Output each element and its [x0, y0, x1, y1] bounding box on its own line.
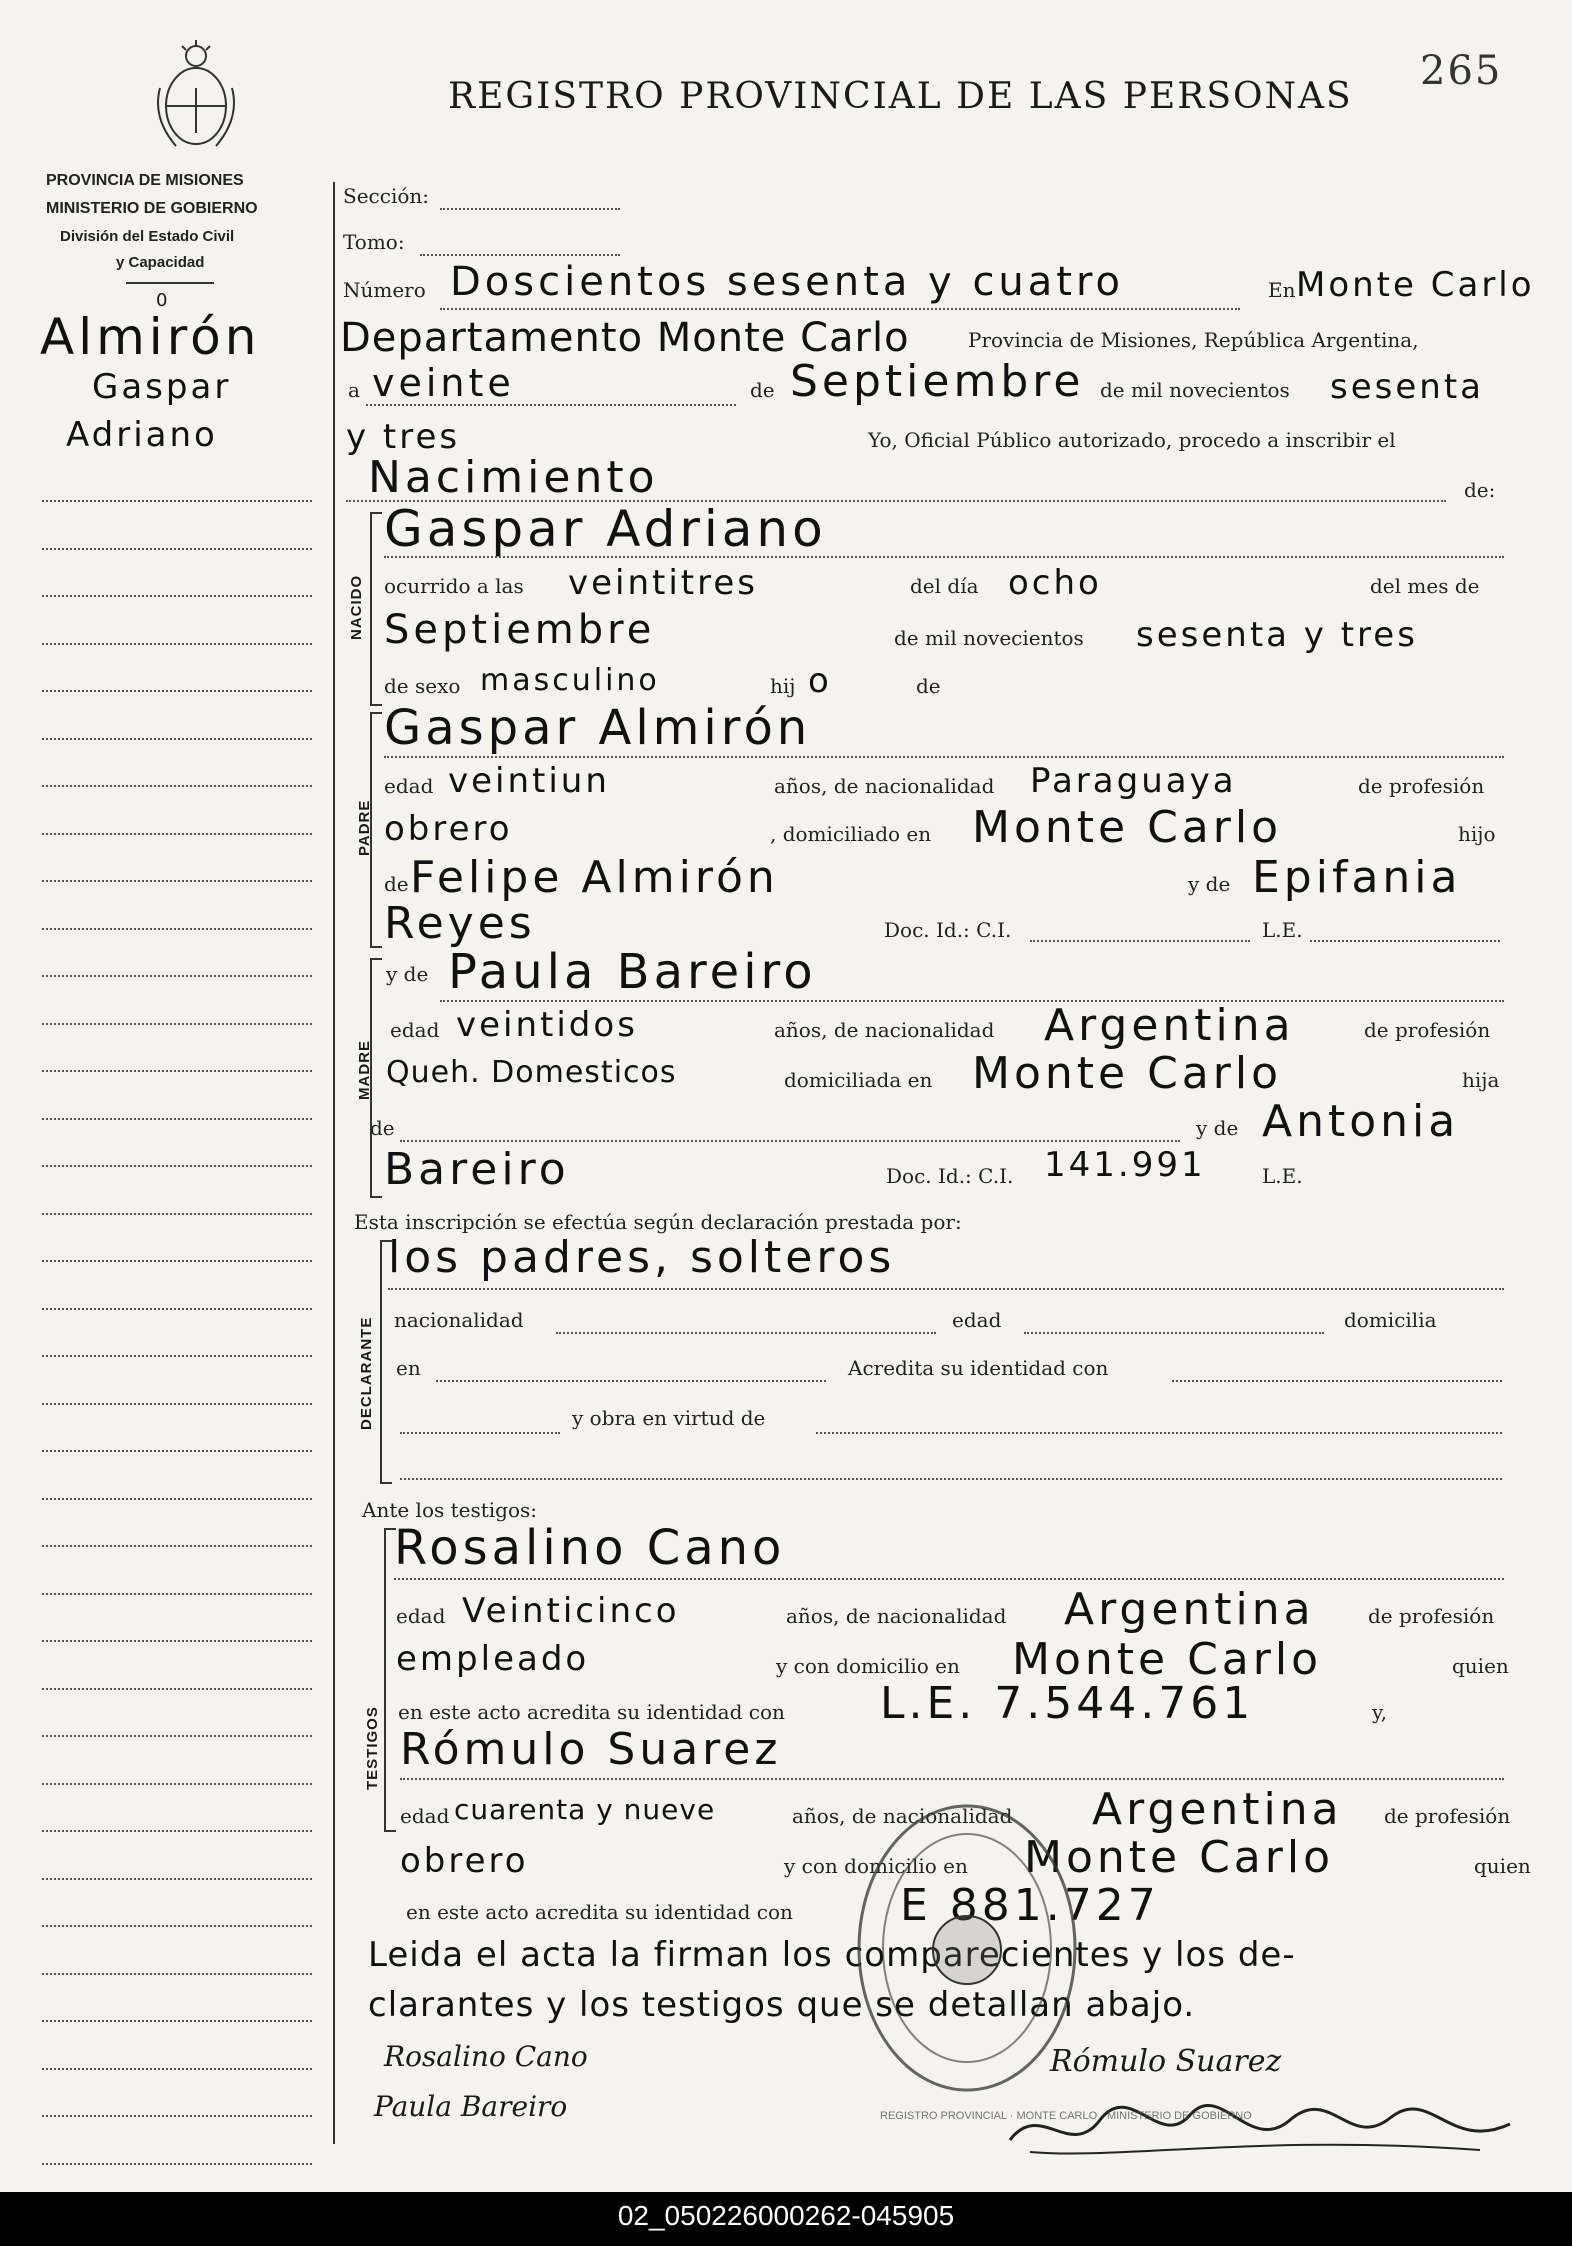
left-ruled-line [42, 1735, 312, 1737]
decl-dom-label: domicilia [1344, 1308, 1437, 1332]
official-signature [1000, 2090, 1520, 2170]
de-colon-label: de: [1464, 478, 1496, 502]
padre-nombre[interactable]: Gaspar Almirón [384, 700, 812, 756]
nacido-section-label: NACIDO [348, 574, 365, 640]
t1-dom-label: y con domicilio en [776, 1654, 960, 1678]
nacido-nombre[interactable]: Gaspar Adriano [384, 500, 827, 558]
madre-de-field[interactable] [400, 1140, 1180, 1142]
numero-field [440, 308, 1240, 310]
decl-virtud-label: y obra en virtud de [572, 1406, 766, 1430]
left-ruled-line [42, 2115, 312, 2117]
mes-nac-value[interactable]: Septiembre [384, 607, 656, 653]
decl-edad-label: edad [952, 1308, 1002, 1332]
en-label: En [1268, 278, 1296, 302]
hijo-value[interactable]: o [808, 661, 832, 701]
abuela-paterna-2[interactable]: Reyes [384, 898, 536, 949]
margin-number: 0 [156, 290, 168, 311]
seccion-label: Sección: [343, 184, 429, 208]
padre-le-field[interactable] [1310, 940, 1500, 942]
madre-edad-value[interactable]: veintidos [456, 1005, 638, 1045]
padre-prof-value[interactable]: obrero [384, 809, 513, 849]
abuela-paterna-1[interactable]: Epifania [1252, 852, 1462, 903]
t1-prof-label: de profesión [1368, 1604, 1495, 1628]
left-ruled-line [42, 2163, 312, 2165]
mes-value[interactable]: Septiembre [790, 356, 1085, 407]
left-ruled-line [42, 2068, 312, 2070]
padre-prof-label: de profesión [1358, 774, 1485, 798]
margin-name-surname: Almirón [40, 308, 261, 366]
padre-hijo-label: hijo [1458, 822, 1496, 846]
padre-dom-value[interactable]: Monte Carlo [972, 802, 1282, 853]
t2-nac-value[interactable]: Argentina [1092, 1784, 1343, 1835]
madre-yde-label: y de [386, 962, 429, 986]
madre-yde2-label: y de [1196, 1116, 1239, 1140]
signature-paula: Paula Bareiro [374, 2090, 568, 2123]
division-label: División del Estado Civil [60, 228, 235, 245]
padre-nac-value[interactable]: Paraguaya [1030, 761, 1237, 801]
hora-value[interactable]: veintitres [568, 563, 759, 603]
closing-line-2: clarantes y los testigos que se detallan abajo. [368, 1985, 1196, 2025]
abuelo-paterno[interactable]: Felipe Almirón [410, 852, 779, 903]
dia-field [366, 404, 736, 406]
left-ruled-line [42, 690, 312, 692]
signature-romulo: Rómulo Suarez [1050, 2044, 1282, 2079]
page-number: 265 [1420, 48, 1503, 94]
declarante-value-field [388, 1288, 1504, 1290]
madre-doc-value[interactable]: 141.991 [1044, 1145, 1206, 1185]
de-nac-label: de [916, 674, 941, 698]
padre-doc-field[interactable] [1030, 940, 1250, 942]
oficial-text: Yo, Oficial Público autorizado, procedo a inscribir el [868, 428, 1396, 452]
ocurrido-label: ocurrido a las [384, 574, 524, 598]
decl-virtud-field[interactable] [816, 1432, 1502, 1434]
document-id: 02_050226000262-045905 [617, 2200, 955, 2231]
ministry-label: MINISTERIO DE GOBIERNO [46, 200, 258, 217]
declarante-intro: Esta inscripción se efectúa según declaración prestada por: [354, 1210, 962, 1234]
margin-name-first: Gaspar [92, 367, 232, 407]
declarante-section-label: DECLARANTE [358, 1316, 375, 1430]
t2-prof-label: de profesión [1384, 1804, 1511, 1828]
left-ruled-line [42, 1070, 312, 1072]
lugar-value[interactable]: Monte Carlo [1296, 265, 1535, 305]
nacido-bracket [370, 512, 382, 706]
decl-acredita-field[interactable] [1172, 1380, 1502, 1382]
left-ruled-line [42, 500, 312, 502]
t2-edad-label: edad [400, 1804, 450, 1828]
t2-prof-value[interactable]: obrero [400, 1841, 529, 1881]
abuela-materna-1[interactable]: Antonia [1262, 1096, 1460, 1147]
left-ruled-line [42, 1830, 312, 1832]
anio-nac-value[interactable]: sesenta y tres [1136, 615, 1418, 655]
decl-extra-field[interactable] [400, 1478, 1502, 1480]
tomo-label: Tomo: [343, 230, 405, 254]
left-ruled-line [42, 928, 312, 930]
padre-nombre-field [384, 756, 1504, 758]
decl-nac-field[interactable] [556, 1332, 936, 1334]
official-stamp [852, 1798, 1082, 2098]
division-label-2: y Capacidad [116, 254, 205, 271]
t1-acredita-label: en este acto acredita su identidad con [398, 1700, 785, 1724]
decl-nac-label: nacionalidad [394, 1308, 524, 1332]
numero-value[interactable]: Doscientos sesenta y cuatro [450, 259, 1125, 305]
left-ruled-line [42, 1545, 312, 1547]
declarante-value[interactable]: los padres, solteros [388, 1232, 896, 1283]
left-ruled-line [42, 1640, 312, 1642]
tomo-field[interactable] [420, 254, 620, 256]
left-ruled-line [42, 548, 312, 550]
column-divider [333, 182, 335, 2144]
left-ruled-line [42, 595, 312, 597]
del-mes-label: del mes de [1370, 574, 1480, 598]
left-ruled-line [42, 1925, 312, 1927]
padre-nac-label: años, de nacionalidad [774, 774, 995, 798]
acta-tipo[interactable]: Nacimiento [368, 452, 659, 503]
left-ruled-line [42, 1165, 312, 1167]
left-ruled-line [42, 2020, 312, 2022]
testigos-section-label: TESTIGOS [364, 1706, 381, 1790]
decl-en-label: en [396, 1356, 421, 1380]
nacido-nombre-field [384, 556, 1504, 558]
sexo-value[interactable]: masculino [480, 663, 660, 698]
madre-doc-label: Doc. Id.: C.I. [886, 1164, 1014, 1188]
left-ruled-line [42, 1450, 312, 1452]
dia-nac-value[interactable]: ocho [1008, 563, 1102, 603]
testigos-intro: Ante los testigos: [362, 1498, 538, 1522]
hijo-label: hij [770, 674, 796, 698]
madre-edad-label: edad [390, 1018, 440, 1042]
t1-quien-label: quien [1452, 1654, 1509, 1678]
coat-of-arms-icon [146, 38, 246, 158]
abuela-materna-2[interactable]: Bareiro [384, 1144, 570, 1195]
left-ruled-line [42, 1308, 312, 1310]
left-ruled-line [42, 738, 312, 740]
left-ruled-line [42, 1260, 312, 1262]
left-divider [126, 282, 214, 284]
left-ruled-line [42, 1973, 312, 1975]
testigo2-nombre[interactable]: Rómulo Suarez [400, 1724, 782, 1775]
t1-edad-label: edad [396, 1604, 446, 1628]
left-ruled-line [42, 880, 312, 882]
t2-quien-label: quien [1474, 1854, 1531, 1878]
testigo1-nombre[interactable]: Rosalino Cano [394, 1520, 786, 1576]
padre-doc-label: Doc. Id.: C.I. [884, 918, 1012, 942]
t2-nac-label: años, de nacionalidad [792, 1804, 1013, 1828]
t1-edad-value[interactable]: Veinticinco [462, 1591, 680, 1631]
left-ruled-line [42, 1593, 312, 1595]
mil-label: de mil novecientos [1100, 378, 1290, 402]
madre-prof-label: de profesión [1364, 1018, 1491, 1042]
testigo1-nombre-field [394, 1578, 1504, 1580]
padre-yde-label: y de [1188, 872, 1231, 896]
t1-nac-label: años, de nacionalidad [786, 1604, 1007, 1628]
padre-le-label: L.E. [1262, 918, 1303, 942]
padre-de-label: de [384, 872, 409, 896]
page-title: REGISTRO PROVINCIAL DE LAS PERSONAS [448, 76, 1353, 117]
seccion-field[interactable] [440, 208, 620, 210]
left-ruled-line [42, 1498, 312, 1500]
anio-value-1[interactable]: sesenta [1330, 367, 1484, 407]
madre-prof-value[interactable]: Queh. Domesticos [386, 1055, 677, 1090]
t2-edad-value[interactable]: cuarenta y nueve [454, 1793, 716, 1826]
decl-acredita-label: Acredita su identidad con [848, 1356, 1109, 1380]
de-label: de [750, 378, 775, 402]
left-ruled-line [42, 1118, 312, 1120]
departamento-value[interactable]: Departamento Monte Carlo [340, 315, 910, 361]
left-ruled-line [42, 833, 312, 835]
left-ruled-line [42, 643, 312, 645]
provincia-text: Provincia de Misiones, República Argentina, [968, 328, 1419, 352]
closing-line-1: Leida el acta la firman los comparecientes y los de- [368, 1935, 1296, 1975]
left-ruled-line [42, 975, 312, 977]
padre-edad-label: edad [384, 774, 434, 798]
left-ruled-line [42, 1403, 312, 1405]
t2-dom-label: y con domicilio en [784, 1854, 968, 1878]
left-ruled-line [42, 1355, 312, 1357]
left-ruled-line [42, 1688, 312, 1690]
madre-de-label: de [370, 1116, 395, 1140]
madre-section-label: MADRE [356, 1040, 373, 1100]
madre-nombre-field [440, 1000, 1504, 1002]
t2-doc-value[interactable]: E 881.727 [900, 1880, 1160, 1931]
sexo-label: de sexo [384, 674, 461, 698]
testigo2-nombre-field [400, 1778, 1504, 1780]
left-ruled-line [42, 785, 312, 787]
madre-dom-label: domiciliada en [784, 1068, 933, 1092]
madre-nombre[interactable]: Paula Bareiro [448, 944, 817, 1000]
padre-section-label: PADRE [356, 799, 373, 856]
madre-le-label: L.E. [1262, 1164, 1303, 1188]
left-ruled-line [42, 1878, 312, 1880]
t1-nac-value[interactable]: Argentina [1064, 1584, 1315, 1635]
mil-nac-label: de mil novecientos [894, 626, 1084, 650]
dia-value[interactable]: veinte [372, 361, 515, 405]
t2-dom-value[interactable]: Monte Carlo [1024, 1832, 1334, 1883]
numero-label: Número [343, 278, 426, 302]
del-dia-label: del día [910, 574, 979, 598]
padre-edad-value[interactable]: veintiun [448, 761, 610, 801]
signature-rosalino: Rosalino Cano [384, 2040, 588, 2073]
decl-en-field[interactable] [436, 1380, 826, 1382]
t1-prof-value[interactable]: empleado [396, 1639, 590, 1679]
t1-y-label: y, [1372, 1700, 1387, 1724]
decl-edad-field[interactable] [1024, 1332, 1324, 1334]
stamp-text: REGISTRO PROVINCIAL · MONTE CARLO · MINISTERIO DE GOBIERNO [880, 2110, 1252, 2122]
decl-pre-field[interactable] [400, 1432, 560, 1434]
madre-dom-value[interactable]: Monte Carlo [972, 1048, 1282, 1099]
left-ruled-line [42, 1783, 312, 1785]
margin-name-second: Adriano [66, 415, 218, 455]
padre-dom-label: , domiciliado en [770, 822, 932, 846]
t1-doc-value[interactable]: L.E. 7.544.761 [880, 1678, 1255, 1729]
province-label: PROVINCIA DE MISIONES [46, 172, 244, 189]
madre-hija-label: hija [1462, 1068, 1500, 1092]
anio-value-2[interactable]: y tres [346, 417, 461, 457]
madre-nac-value[interactable]: Argentina [1044, 1000, 1295, 1051]
left-ruled-line [42, 1023, 312, 1025]
madre-nac-label: años, de nacionalidad [774, 1018, 995, 1042]
a-label: a [348, 378, 360, 402]
t1-dom-value[interactable]: Monte Carlo [1012, 1634, 1322, 1685]
t2-acredita-label: en este acto acredita su identidad con [406, 1900, 793, 1924]
left-ruled-line [42, 1213, 312, 1215]
